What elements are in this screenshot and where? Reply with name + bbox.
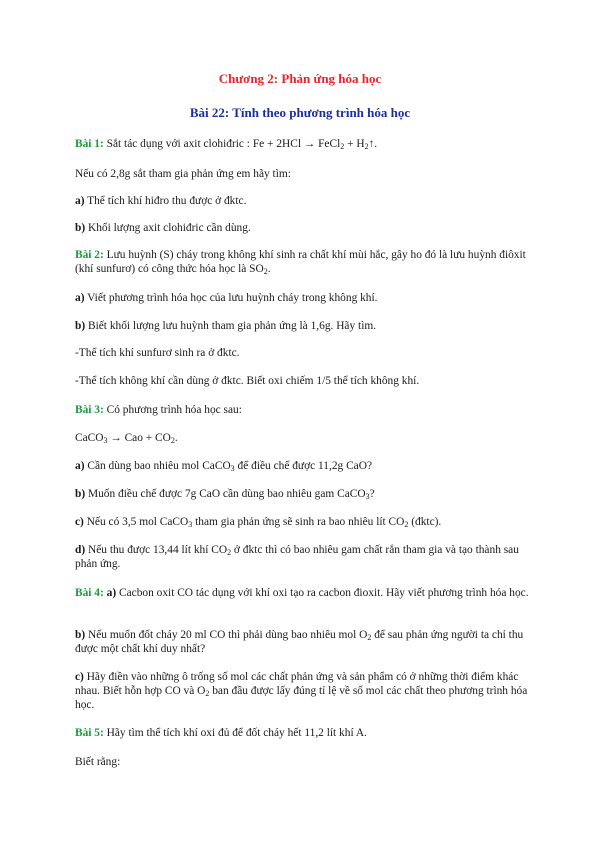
lesson-title: Bài 22: Tính theo phương trình hóa học (189, 105, 411, 120)
exercise-2-statement: Bài 2: Lưu huỳnh (S) cháy trong không khí sinh ra chất khí mùi hắc, gây ho đó là lưu huỳnh điôxit (khí sunfurơ) có công thức hóa học là $SO_2$. (75, 249, 526, 276)
exercise-5-label: Bài 5: (75, 727, 104, 739)
exercise-3-part-b: b) Muốn điều chế được 7g CaO cần dùng bao nhiêu gam CaCO$_3$? (75, 488, 375, 501)
exercise-1-label: Bài 1: (75, 138, 104, 150)
exercise-1-part-b: b) Khối lượng axit clohiđric cần dùng. (75, 222, 251, 234)
exercise-2-label: Bài 2: (75, 249, 104, 261)
exercise-2-dash-2: -Thể tích không khí cần dùng ở đktc. Biết oxi chiếm 1/5 thể tích không khí. (75, 375, 420, 387)
exercise-3-label: Bài 3: (75, 404, 104, 416)
exercise-3-part-c: c) Nếu có 3,5 mol CaCO$_3$ tham gia phản ứng sẽ sinh ra bao nhiêu lít $CO_2$ (đktc). (75, 516, 442, 529)
exercise-3-part-d: d) Nếu thu được 13,44 lít khí $CO_2$ ở đktc thì có bao nhiêu gam chất rắn tham gia và tạo thành sau phản ứng. (75, 544, 519, 570)
exercise-1-statement: Bài 1: Sắt tác dụng với axit clohiđric : Fe + 2HCl → FeCl$_2$ + $H_2↑$. (75, 138, 378, 151)
exercise-1-intro: Nếu có 2,8g sắt tham gia phản ứng em hãy tìm: (75, 168, 291, 180)
exercise-2-part-a: a) Viết phương trình hóa học của lưu huỳnh cháy trong không khí. (75, 292, 378, 304)
exercise-4-part-b: b) Nếu muốn đốt cháy 20 ml CO thì phải dùng bao nhiêu mol $O_2$ để sau phản ứng người ta chỉ thu được một chất khí duy nhất? (75, 629, 524, 655)
exercise-2-dash-1: -Thể tích khí sunfurơ sinh ra ở đktc. (75, 347, 240, 359)
exercise-3-part-a: a) Cần dùng bao nhiêu mol CaCO$_3$ để điều chế được 11,2g CaO? (75, 460, 373, 473)
exercise-4-part-a: Bài 4: a) Cacbon oxit CO tác dụng với khí oxi tạo ra cacbon đioxit. Hãy viết phương trình hóa học. (75, 587, 529, 599)
exercise-4-part-c: c) Hãy điền vào những ô trống số mol các chất phản ứng và sản phẩm có ở những thời điểm khác nhau. Biết hỗn hợp CO và $O_2$ ban đầu được lấy đúng tỉ lệ về số mol các chất theo phương trình hóa học. (75, 671, 528, 711)
exercise-1-part-a: a) Thể tích khí hiđro thu được ở đktc. (75, 195, 247, 207)
exercise-2-part-b: b) Biết khối lượng lưu huỳnh tham gia phản ứng là 1,6g. Hãy tìm. (75, 320, 377, 332)
exercise-5-statement: Bài 5: Hãy tìm thể tích khí oxi đủ để đốt cháy hết 11,2 lít khí A. (75, 727, 367, 739)
chapter-title: Chương 2: Phản ứng hóa học (218, 71, 382, 86)
exercise-5-given: Biết rằng: (75, 756, 121, 768)
exercise-3-statement: Bài 3: Có phương trình hóa học sau: (75, 404, 242, 416)
exercise-3-equation: CaCO$_3$ → Cao + $CO_2$. (75, 432, 178, 445)
exercise-4-label: Bài 4: (75, 587, 104, 599)
